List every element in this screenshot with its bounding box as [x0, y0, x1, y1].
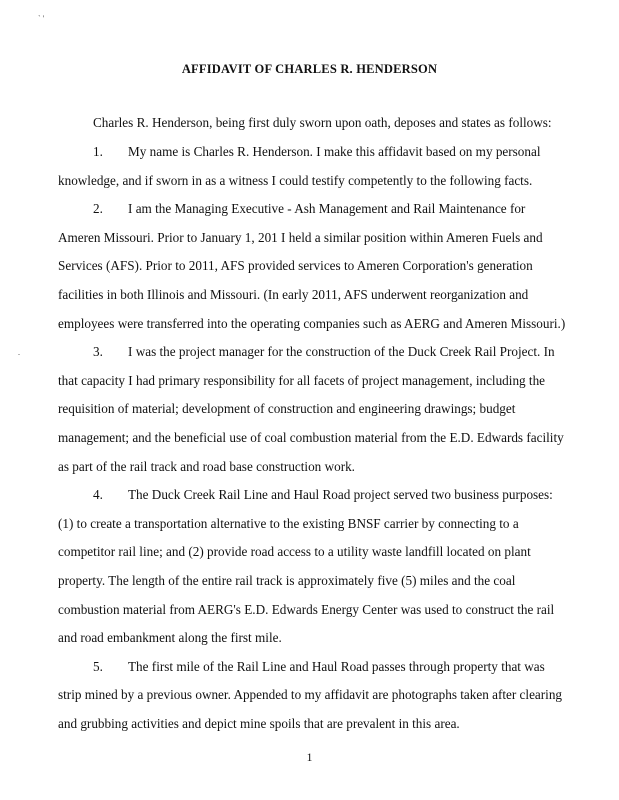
paragraph-number: 5. — [93, 658, 103, 674]
paragraph-line: The first mile of the Rail Line and Haul Road passes through property that was — [128, 658, 545, 674]
corner-scan-mark: ` ' — [38, 14, 45, 23]
paragraph-line: My name is Charles R. Henderson. I make this affidavit based on my personal — [128, 144, 541, 159]
paragraph-line: requisition of material; development of construction and engineering drawings; budget — [58, 401, 516, 417]
paragraph-line: property. The length of the entire rail track is approximately five (5) miles and the coal — [58, 573, 516, 588]
paragraph-line: (1) to create a transportation alternative to the existing BNSF carrier by connecting to a — [58, 515, 519, 531]
margin-dot: . — [18, 348, 20, 357]
paragraph-line: facilities in both Illinois and Missouri. (In early 2011, AFS underwent reorganization and — [58, 287, 529, 302]
document-title: AFFIDAVIT OF CHARLES R. HENDERSON — [181, 62, 438, 76]
paragraph-line: I was the project manager for the construction of the Duck Creek Rail Project. In — [128, 344, 555, 360]
paragraph-number: 1. — [93, 144, 103, 159]
paragraph-number: 2. — [93, 201, 103, 217]
paragraph-line: competitor rail line; and (2) provide road access to a utility waste landfill located on plant — [58, 544, 531, 560]
paragraph-line: strip mined by a previous owner. Appended to my affidavit are photographs taken after clearing — [58, 687, 563, 703]
paragraph-line: The Duck Creek Rail Line and Haul Road project served two business purposes: — [128, 487, 553, 503]
page-number: 1 — [306, 750, 313, 764]
intro-statement: Charles R. Henderson, being first duly sworn upon oath, deposes and states as follows: — [93, 115, 552, 130]
paragraph-line: and road embankment along the first mile. — [58, 630, 282, 646]
paragraph-number: 3. — [93, 344, 103, 360]
paragraph-line: knowledge, and if sworn in as a witness I could testify competently to the following facts. — [58, 172, 533, 188]
paragraph-line: management; and the beneficial use of coal combustion material from the E.D. Edwards facility — [58, 430, 564, 445]
paragraph-line: combustion material from AERG's E.D. Edwards Energy Center was used to construct the rail — [58, 601, 555, 617]
paragraph-line: I am the Managing Executive - Ash Management and Rail Maintenance for — [128, 201, 526, 217]
paragraph-line: Ameren Missouri. Prior to January 1, 201 I held a similar position within Ameren Fuels and — [58, 229, 543, 245]
paragraph-line: that capacity I had primary responsibility for all facets of project management, including the — [58, 372, 546, 388]
paragraph-line: as part of the rail track and road base construction work. — [58, 458, 355, 474]
paragraph-number: 4. — [93, 487, 103, 503]
paragraph-line: employees were transferred into the operating companies such as AERG and Ameren Missouri.) — [58, 315, 566, 331]
paragraph-line: Services (AFS). Prior to 2011, AFS provided services to Ameren Corporation's generation — [58, 258, 533, 274]
paragraph-line: and grubbing activities and depict mine spoils that are prevalent in this area. — [58, 716, 460, 731]
